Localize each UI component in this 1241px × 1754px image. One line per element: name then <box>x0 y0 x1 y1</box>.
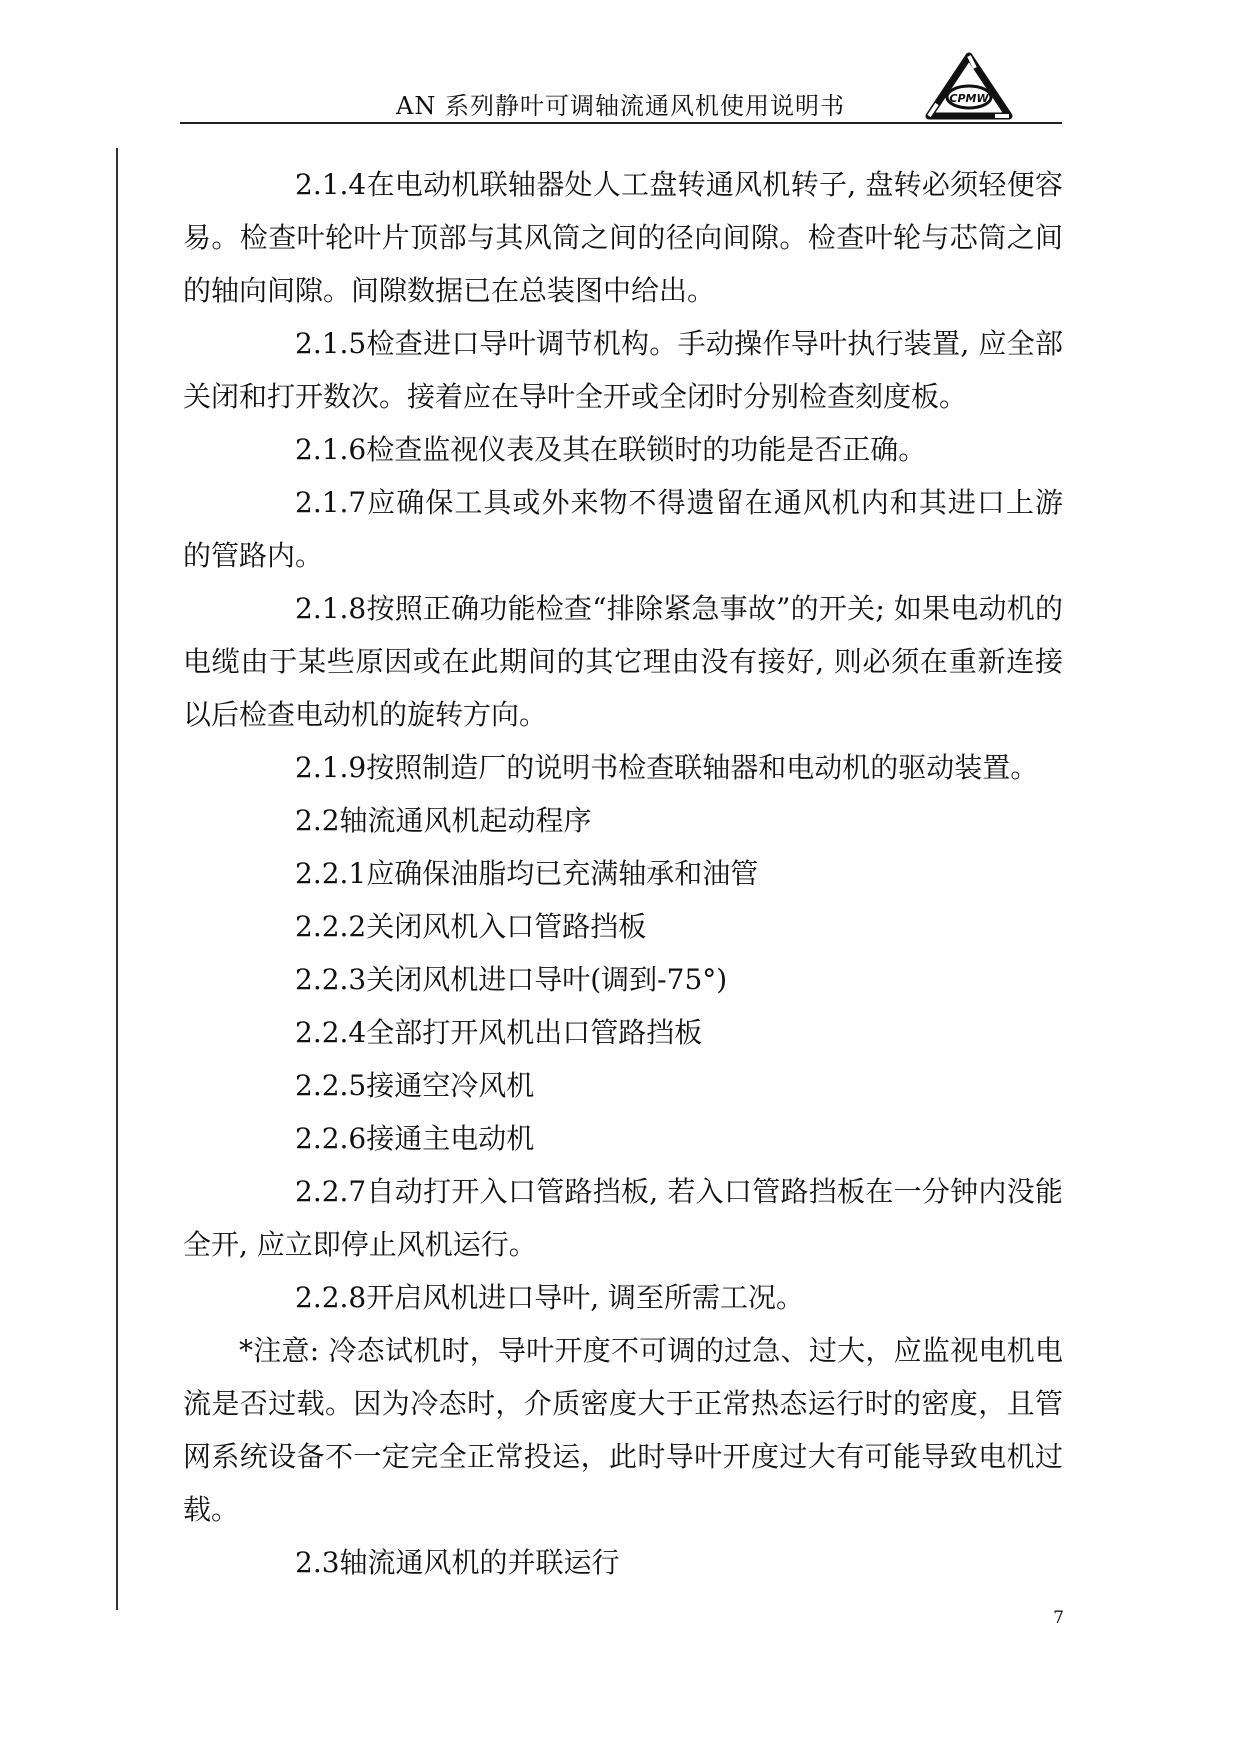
section-text: 关闭风机进口导叶(调到-75°) <box>366 963 728 996</box>
section-number: 2.1.5 <box>295 327 367 360</box>
section-2-2-4 <box>183 1006 1063 1059</box>
section-2-2-2 <box>183 900 1063 953</box>
section-number: 2.1.6 <box>295 433 367 466</box>
section-number: 2.3 <box>295 1546 340 1579</box>
section-2-1-8 <box>183 582 1063 741</box>
section-text: 按照正确功能检查“排除紧急事故”的开关; 如果电动机的电缆由于某些原因或在此期间的其它理由没有接好, 则必须在重新连接以后检查电动机的旋转方向。 <box>183 592 1063 731</box>
section-text: 全部打开风机出口管路挡板 <box>366 1016 703 1049</box>
section-number: 2.2.7 <box>295 1175 367 1208</box>
section-number: 2.2.4 <box>295 1016 367 1049</box>
section-2-1-4 <box>183 158 1063 317</box>
section-2-2-1 <box>183 847 1063 900</box>
cpmw-logo-icon <box>925 52 1013 122</box>
document-title: AN 系列静叶可调轴流通风机使用说明书 <box>396 92 845 120</box>
section-2-1-5 <box>183 317 1063 423</box>
section-2-1-6 <box>183 423 1063 476</box>
section-2-2-7 <box>183 1165 1063 1271</box>
section-number: 2.2.1 <box>295 857 367 890</box>
section-2-1-9 <box>183 741 1063 794</box>
document-body <box>183 158 1063 1589</box>
section-number: 2.1.9 <box>295 751 367 784</box>
header-divider <box>180 122 1062 124</box>
section-text: 开启风机进口导叶, 调至所需工况。 <box>366 1281 805 1314</box>
section-text: 应确保工具或外来物不得遗留在通风机内和其进口上游的管路内。 <box>183 486 1063 572</box>
section-text: 按照制造厂的说明书检查联轴器和电动机的驱动装置。 <box>366 751 1039 784</box>
section-2-1-7 <box>183 476 1063 582</box>
section-number: 2.2.6 <box>295 1122 367 1155</box>
section-number: 2.2.2 <box>295 910 367 943</box>
note-text: *注意: 冷态试机时，导叶开度不可调的过急、过大，应监视电机电流是否过载。因为冷态时，介质密度大于正常热态运行时的密度，且管网系统设备不一定完全正常投运，此时导叶开度过大有可能导致电机过载。 <box>183 1334 1063 1526</box>
section-number: 2.2.8 <box>295 1281 367 1314</box>
logo-text: CPMW <box>949 92 989 105</box>
section-text: 检查监视仪表及其在联锁时的功能是否正确。 <box>366 433 927 466</box>
section-text: 轴流通风机的并联运行 <box>339 1546 620 1579</box>
section-2-3-heading <box>183 1536 1063 1589</box>
section-number: 2.2.5 <box>295 1069 367 1102</box>
section-2-2-8 <box>183 1271 1063 1324</box>
section-2-2-6 <box>183 1112 1063 1165</box>
section-text: 接通主电动机 <box>366 1122 535 1155</box>
section-2-2-3 <box>183 953 1063 1006</box>
section-text: 检查进口导叶调节机构。手动操作导叶执行装置, 应全部关闭和打开数次。接着应在导叶全开或全闭时分别检查刻度板。 <box>183 327 1063 413</box>
section-text: 轴流通风机起动程序 <box>339 804 592 837</box>
section-text: 接通空冷风机 <box>366 1069 535 1102</box>
section-number: 2.1.8 <box>295 592 367 625</box>
section-text: 应确保油脂均已充满轴承和油管 <box>366 857 759 890</box>
section-number: 2.2.3 <box>295 963 367 996</box>
left-margin-line <box>116 148 118 1610</box>
page-number: 7 <box>1053 1608 1064 1628</box>
section-number: 2.1.4 <box>295 168 367 201</box>
section-text: 自动打开入口管路挡板, 若入口管路挡板在一分钟内没能全开, 应立即停止风机运行。 <box>183 1175 1063 1261</box>
section-number: 2.1.7 <box>295 486 367 519</box>
section-text: 关闭风机入口管路挡板 <box>366 910 647 943</box>
section-number: 2.2 <box>295 804 340 837</box>
section-2-2-heading <box>183 794 1063 847</box>
section-2-2-5 <box>183 1059 1063 1112</box>
section-text: 在电动机联轴器处人工盘转通风机转子, 盘转必须轻便容易。检查叶轮叶片顶部与其风筒之间的径向间隙。检查叶轮与芯筒之间的轴向间隙。间隙数据已在总装图中给出。 <box>183 168 1063 307</box>
note-paragraph <box>183 1324 1063 1536</box>
